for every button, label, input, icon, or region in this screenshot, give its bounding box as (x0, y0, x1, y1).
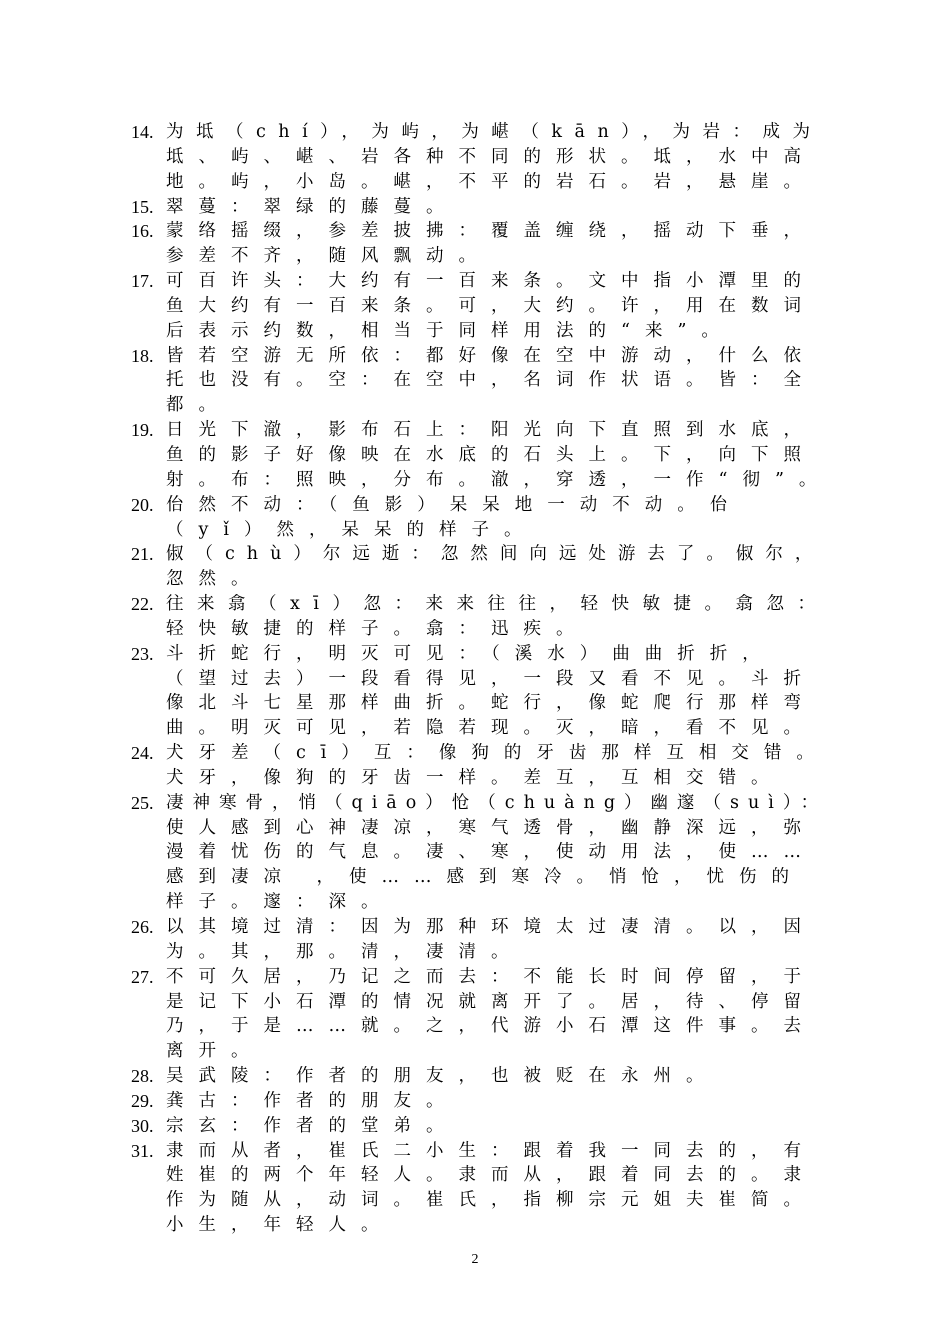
annotation-line: 蒙络摇缀，参差披拂：覆盖缠绕，摇动下垂， (166, 221, 816, 242)
annotation-line: 为。其，那。清，凄清。 (166, 941, 524, 962)
annotation-item (131, 269, 831, 344)
annotation-item (131, 1089, 831, 1114)
annotation-line: 凄神寒骨，悄（qiāo）怆（chuàng）幽邃（suì）： (166, 792, 828, 813)
annotation-line: 宗玄：作者的堂弟。 (166, 1115, 459, 1136)
annotation-item (131, 1139, 831, 1238)
annotation-line: 鱼的影子好像映在水底的石头上。下，向下照 (166, 444, 816, 465)
item-number: 16. (131, 221, 154, 242)
annotation-line: 鱼大约有一百来条。可，大约。许，用在数词 (166, 295, 816, 316)
annotation-line: 往来翕（xī）忽：来来往往，轻快敏捷。翕忽： (166, 594, 829, 615)
annotation-line: 隶而从者，崔氏二小生：跟着我一同去的，有 (166, 1140, 816, 1161)
annotation-line: 射。布：照映，分布。澈，穿透，一作“彻”。 (166, 469, 832, 490)
item-number: 28. (131, 1066, 154, 1087)
annotation-line: 作为随从，动词。崔氏，指柳宗元姐夫崔简。 (166, 1190, 816, 1211)
annotation-line: 可百许头：大约有一百来条。文中指小潭里的 (166, 271, 816, 292)
annotation-item (131, 120, 831, 195)
annotation-line: 曲。明灭可见，若隐若现。灭，暗，看不见。 (166, 718, 816, 739)
annotation-line: 样子。邃：深。 (166, 892, 394, 913)
annotation-line: 龚古：作者的朋友。 (166, 1090, 459, 1111)
annotation-line: 吴武陵：作者的朋友，也被贬在永州。 (166, 1066, 719, 1087)
annotation-line: 日光下澈，影布石上：阳光向下直照到水底， (166, 420, 816, 441)
item-number: 22. (131, 594, 154, 615)
annotation-line: 忽然。 (166, 569, 264, 590)
annotation-line: 小生，年轻人。 (166, 1215, 394, 1236)
annotation-line: 托也没有。空：在空中，名词作状语。皆：全 (166, 370, 816, 391)
item-number: 19. (131, 420, 154, 441)
item-number: 23. (131, 643, 154, 664)
annotation-line: 不可久居，乃记之而去：不能长时间停留，于 (166, 966, 816, 987)
item-number: 15. (131, 196, 154, 217)
annotation-item (131, 542, 831, 592)
item-number: 20. (131, 494, 154, 515)
item-number: 25. (131, 792, 154, 813)
annotation-item (131, 592, 831, 642)
annotation-item (131, 965, 831, 1064)
annotation-line: 佁然不动：（鱼影）呆呆地一动不动。佁 (166, 494, 743, 515)
annotation-line: 乃，于是……就。之，代游小石潭这件事。去 (166, 1016, 816, 1037)
annotation-list (131, 120, 831, 1238)
annotation-line: 都。 (166, 395, 231, 416)
annotation-item (131, 195, 831, 220)
item-number: 29. (131, 1090, 154, 1111)
annotation-line: 参差不齐，随风飘动。 (166, 246, 491, 267)
annotation-item (131, 1064, 831, 1089)
annotation-line: 地。屿，小岛。嵁，不平的岩石。岩，悬崖。 (166, 171, 816, 192)
annotation-line: 翠蔓：翠绿的藤蔓。 (166, 196, 459, 217)
annotation-line: 以其境过清：因为那种环境太过凄清。以，因 (166, 917, 816, 937)
annotation-line: 犬牙差（cī）互：像狗的牙齿那样互相交错。 (166, 743, 829, 764)
annotation-line: 后表示约数，相当于同样用法的“来”。 (166, 320, 734, 341)
annotation-line: 使人感到心神凄凉，寒气透骨，幽静深远，弥 (166, 817, 816, 838)
annotation-item (131, 741, 831, 791)
item-number: 30. (131, 1115, 154, 1136)
annotation-item (131, 418, 831, 493)
item-number: 18. (131, 345, 154, 366)
annotation-line: 俶（chù）尔远逝：忽然间向远处游去了。俶尔， (166, 544, 825, 565)
annotation-line: 漫着忧伤的气息。凄、寒，使动用法，使…… (166, 842, 816, 863)
annotation-item (131, 1114, 831, 1139)
annotation-item (131, 642, 831, 741)
annotation-line: 犬牙，像狗的牙齿一样。差互，互相交错。 (166, 767, 784, 788)
item-number: 24. (131, 743, 154, 764)
annotation-line: 轻快敏捷的样子。翕：迅疾。 (166, 618, 589, 639)
annotation-line: 斗折蛇行，明灭可见：（溪水）曲曲折折， (166, 643, 775, 664)
annotation-item (131, 344, 831, 419)
annotation-line: 感到凄凉 ，使……感到寒冷。悄怆，忧伤的 (166, 867, 805, 888)
annotation-line: （望过去）一段看得见，一段又看不见。斗折 (166, 668, 816, 689)
annotation-line: 姓崔的两个年轻人。隶而从，跟着同去的。隶 (166, 1165, 816, 1186)
item-number: 17. (131, 271, 154, 292)
annotation-line: 为坻（chí），为屿，为嵁（kān），为岩：成为 (166, 122, 823, 142)
item-number: 26. (131, 917, 154, 937)
item-number: 14. (131, 122, 154, 142)
annotation-line: （yǐ）然，呆呆的样子。 (166, 519, 537, 540)
annotation-line: 坻、屿、嵁、岩各种不同的形状。坻，水中高 (166, 146, 816, 167)
annotation-item (131, 791, 831, 915)
item-number: 21. (131, 544, 154, 565)
item-number: 27. (131, 966, 154, 987)
item-number: 31. (131, 1140, 154, 1161)
annotation-line: 离开。 (166, 1041, 264, 1062)
annotation-line: 皆若空游无所依：都好像在空中游动，什么依 (166, 345, 816, 366)
annotation-line: 是记下小石潭的情况就离开了。居，待、停留 (166, 991, 816, 1012)
page-number: 2 (471, 1252, 479, 1267)
annotation-line: 像北斗七星那样曲折。蛇行，像蛇爬行那样弯 (166, 693, 816, 714)
annotation-item (131, 493, 831, 543)
annotation-item (131, 219, 831, 269)
annotation-item (131, 915, 831, 965)
